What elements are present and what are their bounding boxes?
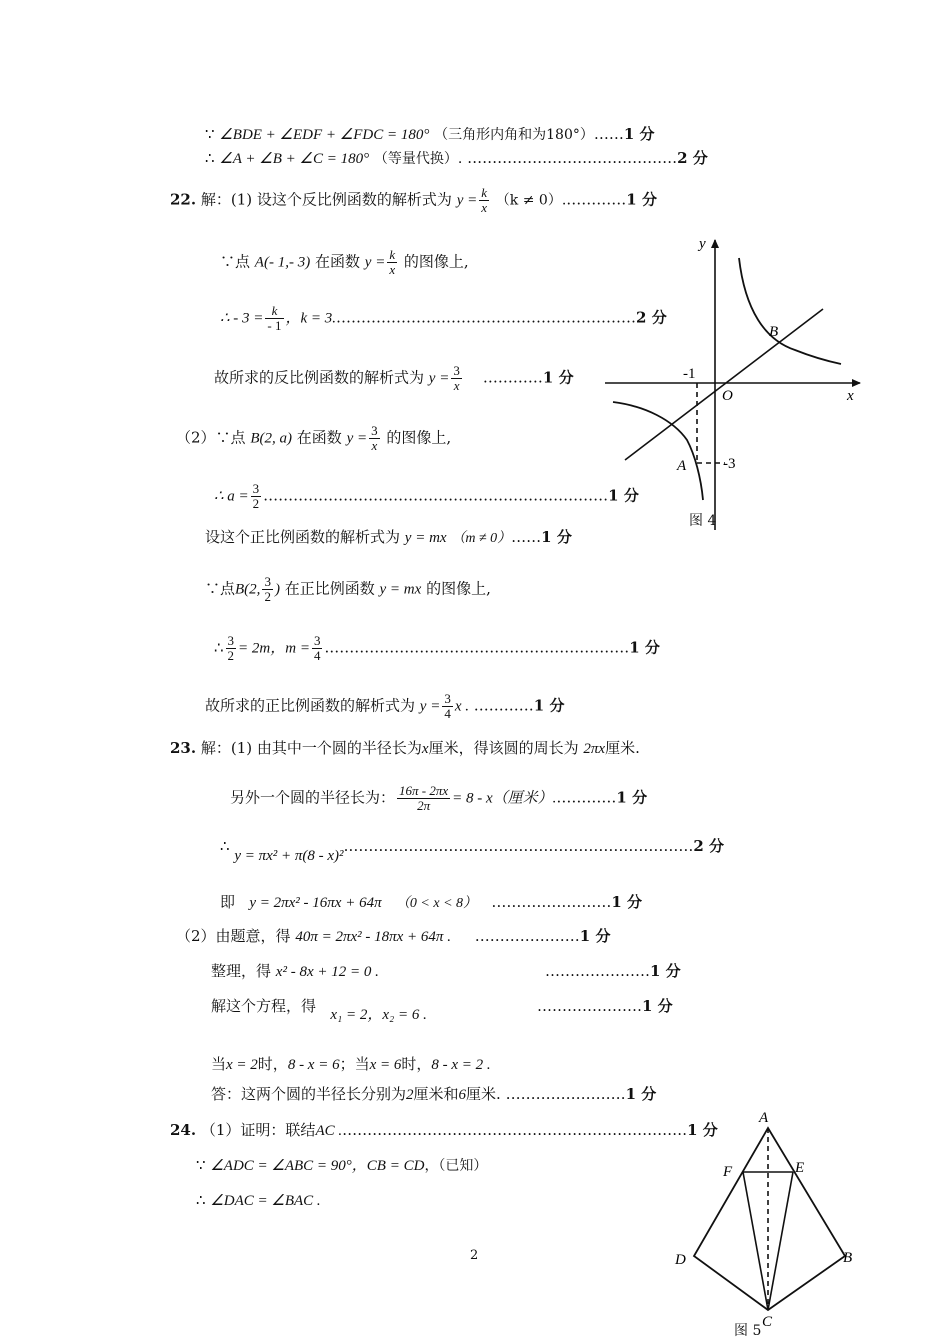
figure-5-caption: 图 5 xyxy=(734,1323,762,1339)
segment-ec xyxy=(768,1172,793,1310)
point-b-label: B xyxy=(769,324,779,340)
figure-4-caption: 图 4 xyxy=(689,513,717,529)
q23-part2-equation: （2）由题意，得 40π = 2πx² - 18πx + 64π . …………………1 分 xyxy=(176,927,611,945)
q23-solve-equation: 解这个方程，得 x₁ = 2，x₂ = 6 . xyxy=(211,997,427,1023)
vertex-c-label: C xyxy=(762,1314,773,1330)
q24-conclusion: ∴ ∠DAC = ∠BAC . xyxy=(196,1191,321,1209)
hyperbola-branch-q1 xyxy=(739,258,841,364)
q22-point-a-line: ∵点 A(- 1,- 3) 在函数 y = $\frac{k}{x}$ 的图像上, xyxy=(220,247,469,277)
q23-simplify-score: …………………1 分 xyxy=(545,962,681,980)
q23-area-expression: ∴ y = πx² + π(8 - x)².……………………………………………………………2 分 xyxy=(220,837,725,864)
q22-part1-intro: 22. 解：(1) 设这个反比例函数的解析式为 y = $\frac{k}{x}$ （k ≠ 0）.…………1 分 xyxy=(170,185,657,215)
y-axis-label: y xyxy=(699,236,706,252)
page-number: 2 xyxy=(470,1248,479,1263)
q22-solve-m: ∴ $\frac{3}{2}$ = 2m，m = $\frac{3}{4}$ .……………………………………………………1 分 xyxy=(214,633,660,663)
hyperbola-branch-q3 xyxy=(613,402,703,500)
vertex-a-label: A xyxy=(759,1110,769,1126)
figure-5-diagram xyxy=(665,1100,865,1330)
quadrilateral-abcd xyxy=(694,1128,845,1310)
q23-cases: 当x = 2时，8 - x = 6；当x = 6时，8 - x = 2 . xyxy=(211,1055,491,1073)
q22-inverse-result: 故所求的反比例函数的解析式为 y = $\frac{3}{x}$ …………1 分 xyxy=(214,363,574,393)
proof-line-conclusion: ∴ ∠A + ∠B + ∠C = 180° （等量代换）. ……………………………………2 分 xyxy=(205,149,708,167)
q23-area-simplified: 即 y = 2πx² - 16πx + 64π （0 < x < 8） ……………………1 分 xyxy=(220,893,642,911)
segment-fc xyxy=(743,1172,768,1310)
vertex-f-label: F xyxy=(723,1164,733,1180)
q23-solve-score: …………………1 分 xyxy=(537,997,673,1015)
direct-line xyxy=(625,309,823,460)
q24-given: ∵ ∠ADC = ∠ABC = 90°，CB = CD，（已知） xyxy=(196,1156,488,1174)
tick-minus-1: -1 xyxy=(683,366,696,382)
q22-solve-a: ∴ a = $\frac{3}{2}$ ……………………………………………………………1 分 xyxy=(214,481,639,511)
q22-direct-setup: 设这个正比例函数的解析式为 y = mx （m ≠ 0）……1 分 xyxy=(205,528,572,546)
q22-point-b-direct: ∵点B(2, $\frac{3}{2}$ ) 在正比例函数 y = mx 的图像上, xyxy=(205,574,491,604)
vertex-d-label: D xyxy=(675,1252,686,1268)
q24-part1-intro: 24. （1）证明：联结AC .……………………………………………………………1 分 xyxy=(170,1121,718,1139)
q23-answer: 答：这两个圆的半径长分别为2厘米和6厘米. ……………………1 分 xyxy=(211,1085,657,1103)
vertex-b-label: B xyxy=(843,1250,853,1266)
x-axis-label: x xyxy=(847,388,854,404)
point-a-label: A xyxy=(677,458,687,474)
q23-simplify-equation: 整理，得 x² - 8x + 12 = 0 . xyxy=(211,962,379,980)
q23-other-radius: 另外一个圆的半径长为： $\frac{16\pi - 2\pi x}{2\pi}$ = 8 - x（厘米）.…………1 分 xyxy=(230,783,648,813)
vertex-e-label: E xyxy=(795,1160,805,1176)
figure-4-graph xyxy=(595,230,875,540)
q23-part1-intro: 23. 解：(1) 由其中一个圆的半径长为x厘米，得该圆的周长为 2πx厘米. xyxy=(170,739,640,757)
q22-part2-point-b: （2）∵点 B(2, a) 在函数 y = $\frac{3}{x}$ 的图像上, xyxy=(176,423,452,453)
q22-direct-result: 故所求的正比例函数的解析式为 y = $\frac{3}{4}$ x . …………1 分 xyxy=(205,691,565,721)
tick-minus-3: -3 xyxy=(723,456,736,472)
origin-label: O xyxy=(722,388,733,404)
proof-line-angle-sum: ∵ ∠BDE + ∠EDF + ∠FDC = 180° （三角形内角和为180°）……1 分 xyxy=(205,125,655,143)
q22-solve-k: ∴ - 3 = $\frac{k}{- 1}$ ，k = 3.……………………………………………………2 分 xyxy=(220,303,667,333)
